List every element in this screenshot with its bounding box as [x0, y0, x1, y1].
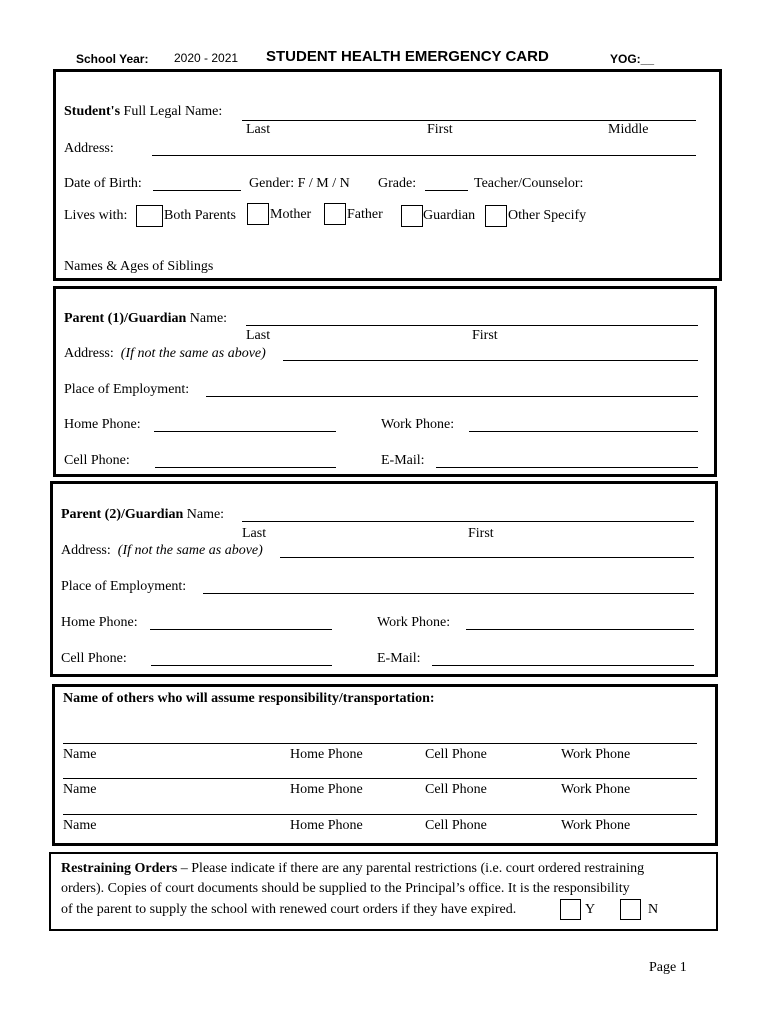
parent1-home-phone-field[interactable] — [154, 431, 336, 432]
others-row1-home: Home Phone — [290, 747, 363, 762]
parent1-employment-label: Place of Employment: — [64, 382, 190, 397]
parent1-employment-field[interactable] — [206, 396, 698, 397]
parent1-work-phone-field[interactable] — [469, 431, 698, 432]
student-first-caption: First — [427, 122, 453, 137]
lives-with-label: Lives with: — [64, 208, 128, 223]
restraining-line2: orders). Copies of court documents should be supplied to the Principal’s office. It is the responsibility — [61, 881, 630, 896]
others-row2-line[interactable] — [63, 778, 697, 779]
parent1-last-caption: Last — [246, 328, 271, 343]
gender-label: Gender: F / M / N — [249, 176, 350, 191]
others-row3-work: Work Phone — [561, 818, 631, 833]
student-middle-caption: Middle — [608, 122, 649, 137]
guardian-label: Guardian — [423, 208, 476, 223]
student-name-field[interactable] — [242, 120, 696, 121]
parent2-address-field[interactable] — [280, 557, 694, 558]
others-row1-name: Name — [63, 747, 97, 762]
others-row2-work: Work Phone — [561, 782, 631, 797]
others-heading: Name of others who will assume responsibility/transportation: — [63, 691, 435, 706]
teacher-label: Teacher/Counselor: — [474, 176, 584, 191]
others-row1-work: Work Phone — [561, 747, 631, 762]
others-row3-line[interactable] — [63, 814, 697, 815]
grade-field[interactable] — [425, 190, 468, 191]
parent2-employment-label: Place of Employment: — [61, 579, 187, 594]
restraining-yes-label: Y — [585, 902, 596, 917]
parent1-name-field[interactable] — [246, 325, 698, 326]
student-name-label: Student's Full Legal Name: — [64, 104, 223, 119]
parent1-home-phone-label: Home Phone: — [64, 417, 141, 432]
parent2-address-label: Address: (If not the same as above) — [61, 543, 263, 558]
others-row3-cell: Cell Phone — [425, 818, 487, 833]
grade-label: Grade: — [378, 176, 417, 191]
siblings-label: Names & Ages of Siblings — [64, 259, 214, 274]
parent1-cell-phone-label: Cell Phone: — [64, 453, 130, 468]
parent2-name-field[interactable] — [242, 521, 694, 522]
school-year-value: 2020 - 2021 — [174, 51, 239, 65]
page-number: Page 1 — [649, 960, 687, 975]
student-section — [53, 69, 722, 281]
parent2-work-phone-field[interactable] — [466, 629, 694, 630]
parent1-address-label: Address: (If not the same as above) — [64, 346, 266, 361]
father-label: Father — [347, 207, 383, 222]
parent2-last-caption: Last — [242, 526, 267, 541]
restraining-line3: of the parent to supply the school with renewed court orders if they have expired. — [61, 902, 517, 917]
parent2-email-field[interactable] — [432, 665, 694, 666]
parent1-address-field[interactable] — [283, 360, 698, 361]
school-year-label: School Year: — [76, 52, 149, 66]
parent2-employment-field[interactable] — [203, 593, 694, 594]
other-label: Other Specify — [508, 208, 587, 223]
parent1-name-label: Parent (1)/Guardian Name: — [64, 311, 228, 326]
both-parents-checkbox[interactable] — [136, 205, 163, 227]
restraining-yes-checkbox[interactable] — [560, 899, 581, 920]
others-row2-home: Home Phone — [290, 782, 363, 797]
dob-field[interactable] — [153, 190, 241, 191]
student-address-label: Address: — [64, 141, 114, 156]
restraining-no-checkbox[interactable] — [620, 899, 641, 920]
student-last-caption: Last — [246, 122, 271, 137]
parent1-first-caption: First — [472, 328, 498, 343]
parent2-first-caption: First — [468, 526, 494, 541]
parent2-work-phone-label: Work Phone: — [377, 615, 451, 630]
mother-label: Mother — [270, 207, 312, 222]
guardian-checkbox[interactable] — [401, 205, 423, 227]
parent1-email-label: E-Mail: — [381, 453, 425, 468]
parent2-cell-phone-label: Cell Phone: — [61, 651, 127, 666]
mother-checkbox[interactable] — [247, 203, 269, 225]
page-title: STUDENT HEALTH EMERGENCY CARD — [266, 48, 549, 65]
others-row3-name: Name — [63, 818, 97, 833]
father-checkbox[interactable] — [324, 203, 346, 225]
others-row1-cell: Cell Phone — [425, 747, 487, 762]
parent2-home-phone-field[interactable] — [150, 629, 332, 630]
parent2-home-phone-label: Home Phone: — [61, 615, 138, 630]
others-row3-home: Home Phone — [290, 818, 363, 833]
others-row2-cell: Cell Phone — [425, 782, 487, 797]
parent2-email-label: E-Mail: — [377, 651, 421, 666]
restraining-no-label: N — [648, 902, 659, 917]
yog-field[interactable]: YOG:__ — [610, 52, 655, 66]
others-row1-line[interactable] — [63, 743, 697, 744]
restraining-line1: Restraining Orders – Please indicate if there are any parental restrictions (i.e. court ordered restraining — [61, 861, 645, 876]
dob-label: Date of Birth: — [64, 176, 142, 191]
parent1-email-field[interactable] — [436, 467, 698, 468]
parent1-work-phone-label: Work Phone: — [381, 417, 455, 432]
parent2-cell-phone-field[interactable] — [151, 665, 332, 666]
parent2-name-label: Parent (2)/Guardian Name: — [61, 507, 225, 522]
parent1-cell-phone-field[interactable] — [155, 467, 336, 468]
others-row2-name: Name — [63, 782, 97, 797]
other-checkbox[interactable] — [485, 205, 507, 227]
student-address-field[interactable] — [152, 155, 696, 156]
both-parents-label: Both Parents — [164, 208, 236, 223]
